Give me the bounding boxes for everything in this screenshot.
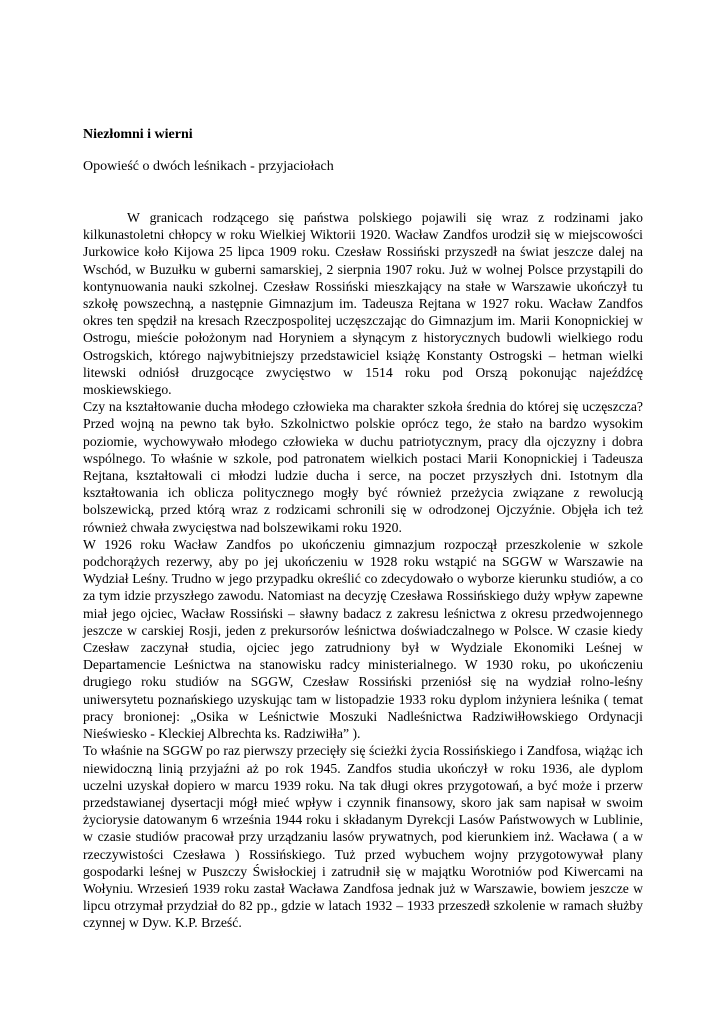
paragraph-2: Czy na kształtowanie ducha młodego człowieka ma charakter szkoła średnia do której się uczęszcza? Przed wojną na pewno tak było. Szkolnictwo polskie oprócz tego, że stało na bardzo wysokim poziomie, wychowywało młodego człowieka w duchu patriotycznym, pracy dla ojczyzny i dobra wspólnego. To właśnie w szkole, pod patronatem wielkich postaci Marii Konopnickiej i Tadeusza Rejtana, kształtowali ci młodzi ludzie ducha i serce, na poczet przyszłych dni. Istotnym dla kształtowania ich oblicza politycznego mogły być również przeżycia związane z rewolucją bolszewicką, przed którą wraz z rodzicami schronili się w odrodzonej Ojczyźnie. Objęła ich też również chwała zwycięstwa nad bolszewikami roku 1920. xyxy=(83,399,643,535)
document-subtitle: Opowieść o dwóch leśnikach - przyjaciołach xyxy=(83,159,334,174)
paragraph-1: W granicach rodzącego się państwa polskiego pojawili się wraz z rodzinami jako kilkunastoletni chłopcy w roku Wielkiej Wiktorii 1920. Wacław Zandfos urodził się w miejscowości Jurkowice koło Kijowa 25 lipca 1909 roku. Czesław Rossiński przyszedł na świat jeszcze dalej na Wschód, w Buzułku w guberni samarskiej, 2 sierpnia 1907 roku. Już w wolnej Polsce przystąpili do kontynuowania nauki szkolnej. Czesław Rossiński mieszkający na stałe w Warszawie ukończył tu szkołę powszechną, a następnie Gimnazjum im. Tadeusza Rejtana w 1927 roku. Wacław Zandfos okres ten spędził na kresach Rzeczpospolitej uczęszczając do Gimnazjum im. Marii Konopnickiej w Ostrogu, mieście położonym nad Horyniem a słynącym z historycznych budowli wielkiego rodu Ostrogskich, którego najwybitniejszy przedstawiciel książę Konstanty Ostrogski – hetman wielki litewski odniósł druzgocące zwycięstwo w 1514 roku pod Orszą pokonując najeźdźcę moskiewskiego. xyxy=(83,210,643,398)
paragraph-4: To właśnie na SGGW po raz pierwszy przecięły się ścieżki życia Rossińskiego i Zandfosa, wiążąc ich niewidoczną linią przyjaźni aż po rok 1945. Zandfos studia ukończył w roku 1936, ale dyplom uczelni uzyskał dopiero w marcu 1939 roku. Na tak długi okres przygotowań, a być może i przerw przedstawianej dysertacji mógł mieć wpływ i czynnik finansowy, skoro jak sam napisał w swoim życiorysie datowanym 6 września 1944 roku i składanym Dyrekcji Lasów Państwowych w Lublinie, w czasie studiów pracował przy urządzaniu lasów prywatnych, pod kierunkiem inż. Wacława ( a w rzeczywistości Czesława ) Rossińskiego. Tuż przed wybuchem wojny przygotowywał plany gospodarki leśnej w Puszczy Świsłockiej i zatrudnił się w majątku Worotniów pod Kiwercami na Wołyniu. Wrzesień 1939 roku zastał Wacława Zandfosa jednak już w Warszawie, bowiem jeszcze w lipcu otrzymał przydział do 82 pp., gdzie w latach 1932 – 1933 przeszedł szkolenie w ramach służby czynnej w Dyw. K.P. Brześć. xyxy=(83,743,643,931)
document-page xyxy=(83,126,643,932)
document-title: Niezłomni i wierni xyxy=(83,127,193,142)
document-body xyxy=(83,209,643,932)
paragraph-3: W 1926 roku Wacław Zandfos po ukończeniu gimnazjum rozpoczął przeszkolenie w szkole podchorążych rezerwy, aby po jej ukończeniu w 1928 roku wstąpić na SGGW w Warszawie na Wydział Leśny. Trudno w jego przypadku określić co zdecydowało o wyborze kierunku studiów, a co za tym idzie przyszłego zawodu. Natomiast na decyzję Czesława Rossińskiego duży wpływ zapewne miał jego ojciec, Wacław Rossiński – sławny badacz z zakresu leśnictwa z okresu przedwojennego jeszcze w carskiej Rosji, jeden z prekursorów leśnictwa doświadczalnego w Polsce. W czasie kiedy Czesław zaczynał studia, ojciec jego zatrudniony był w Wydziale Ekonomiki Leśnej w Departamencie Leśnictwa na stanowisku radcy ministerialnego. W 1930 roku, po ukończeniu drugiego roku studiów na SGGW, Czesław Rossiński przeniósł się na wydział rolno-leśny uniwersytetu poznańskiego uzyskując tam w listopadzie 1933 roku dyplom inżyniera leśnika ( temat pracy bronionej: „Osika w Leśnictwie Moszuki Nadleśnictwa Radziwiłłowskiego Ordynacji Nieświesko - Kleckiej Albrechta ks. Radziwiłła” ). xyxy=(83,536,643,742)
